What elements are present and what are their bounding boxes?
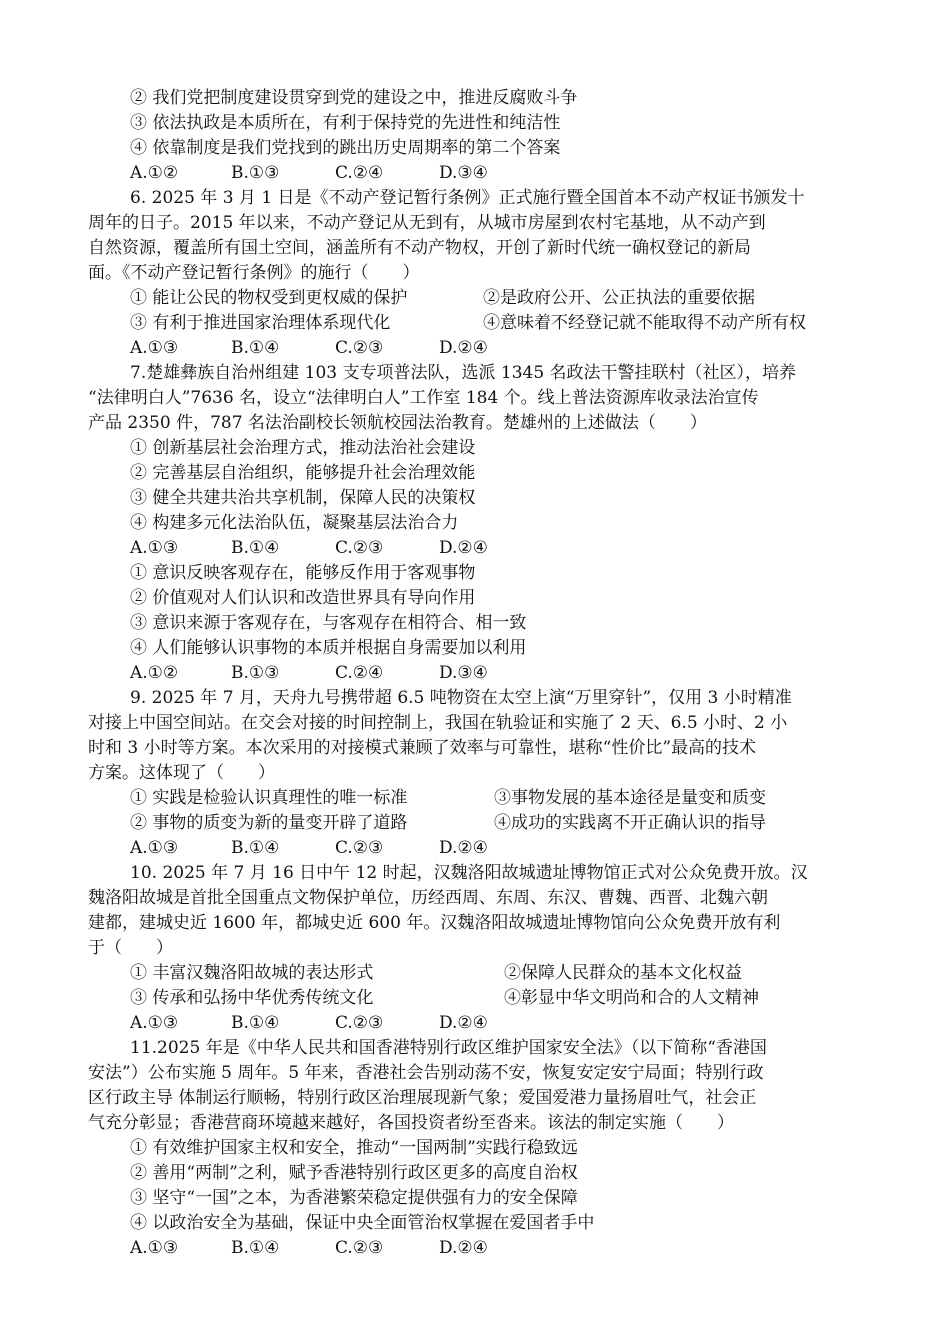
q10-item-4: ④彰显中华文明尚和合的人文精神 — [504, 988, 759, 1008]
q10-stem-line: 魏洛阳故城是首批全国重点文物保护单位，历经西周、东周、东汉、曹魏、西晋、北魏六朝 — [88, 888, 768, 908]
q7-stem-line: 产品 2350 件，787 名法治副校长领航校园法治教育。楚雄州的上述做法（ ） — [88, 413, 707, 433]
q10-items-row — [88, 961, 866, 986]
q9-stem-line: 9. 2025 年 7 月，天舟九号携带超 6.5 吨物资在太空上演“万里穿针”，仅用 3 小时精准 — [130, 688, 792, 708]
q11-options — [88, 1236, 866, 1261]
q6-items-row — [88, 286, 866, 311]
q9-stem-line: 对接上中国空间站。在交会对接的时间控制上，我国在轨验证和实施了 2 天、6.5 小时、2 小 — [88, 713, 788, 733]
q9-item-4: ④成功的实践离不开正确认识的指导 — [494, 813, 766, 833]
q9-option-c: C.②③ — [335, 838, 384, 858]
q7-option-b: B.①④ — [231, 538, 280, 558]
q7-options — [88, 536, 866, 561]
q8-option-a: A.①② — [130, 663, 179, 683]
q6-item-2: ②是政府公开、公正执法的重要依据 — [483, 288, 755, 308]
q9-options — [88, 836, 866, 861]
q7-stem-line: 7.楚雄彝族自治州组建 103 支专项普法队，选派 1345 名政法干警挂联村（社区），培养 — [130, 363, 797, 383]
q8-options — [88, 661, 866, 686]
q6-stem-line: 面。《不动产登记暂行条例》的施行（ ） — [88, 263, 420, 283]
q9-items-row — [88, 811, 866, 836]
q9-item-1: ① 实践是检验认识真理性的唯一标准 — [130, 788, 408, 808]
q9-option-d: D.②④ — [439, 838, 488, 858]
page-content — [88, 86, 866, 1261]
q8-item-4: ④ 人们能够认识事物的本质并根据自身需要加以利用 — [130, 638, 527, 658]
q11-stem-line: 11.2025 年是《中华人民共和国香港特别行政区维护国家安全法》（以下简称“香港国 — [130, 1038, 767, 1058]
q11-option-a: A.①③ — [130, 1238, 179, 1258]
q11-option-d: D.②④ — [439, 1238, 488, 1258]
q5-options — [88, 161, 866, 186]
q11-stem-line: 区行政主导 体制运行顺畅，特别行政区治理展现新气象；爱国爱港力量扬眉吐气，社会正 — [88, 1088, 757, 1108]
q10-stem-line: 建都，建城史近 1600 年，都城史近 600 年。汉魏洛阳故城遗址博物馆向公众免费开放有利 — [88, 913, 781, 933]
q7-item-2: ② 完善基层自治组织，能够提升社会治理效能 — [130, 463, 476, 483]
q6-item-1: ① 能让公民的物权受到更权威的保护 — [130, 288, 408, 308]
q10-item-2: ②保障人民群众的基本文化权益 — [504, 963, 742, 983]
q9-item-2: ② 事物的质变为新的量变开辟了道路 — [130, 813, 408, 833]
q6-option-a: A.①③ — [130, 338, 179, 358]
q10-options — [88, 1011, 866, 1036]
q7-item-4: ④ 构建多元化法治队伍，凝聚基层法治合力 — [130, 513, 459, 533]
q5-item-2: ② 我们党把制度建设贯穿到党的建设之中，推进反腐败斗争 — [130, 88, 578, 108]
q5-option-d: D.③④ — [439, 163, 488, 183]
q8-option-d: D.③④ — [439, 663, 488, 683]
q7-stem-line: “法律明白人”7636 名，设立“法律明白人”工作室 184 个。线上普法资源库收录法治宣传 — [88, 388, 759, 408]
q10-item-1: ① 丰富汉魏洛阳故城的表达形式 — [130, 963, 374, 983]
q9-stem-line: 时和 3 小时等方案。本次采用的对接模式兼顾了效率与可靠性，堪称“性价比”最高的技术 — [88, 738, 757, 758]
q5-option-a: A.①② — [130, 163, 179, 183]
q6-items-row — [88, 311, 866, 336]
q9-option-a: A.①③ — [130, 838, 179, 858]
q10-items-row — [88, 986, 866, 1011]
q9-item-3: ③事物发展的基本途径是量变和质变 — [494, 788, 766, 808]
q11-stem-line: 气充分彰显；香港营商环境越来越好，各国投资者纷至沓来。该法的制定实施（ ） — [88, 1113, 734, 1133]
q6-item-4: ④意味着不经登记就不能取得不动产所有权 — [483, 313, 806, 333]
q10-option-c: C.②③ — [335, 1013, 384, 1033]
q11-option-c: C.②③ — [335, 1238, 384, 1258]
q11-stem-line: 安法”）公布实施 5 周年。5 年来，香港社会告别动荡不安，恢复安定安宁局面；特别行政 — [88, 1063, 764, 1083]
q9-items-row — [88, 786, 866, 811]
q6-option-c: C.②③ — [335, 338, 384, 358]
q8-item-3: ③ 意识来源于客观存在，与客观存在相符合、相一致 — [130, 613, 527, 633]
q10-stem-line: 于（ ） — [88, 938, 173, 958]
q5-item-4: ④ 依靠制度是我们党找到的跳出历史周期率的第二个答案 — [130, 138, 561, 158]
q8-item-2: ② 价值观对人们认识和改造世界具有导向作用 — [130, 588, 476, 608]
q6-option-d: D.②④ — [439, 338, 488, 358]
q9-stem-line: 方案。这体现了（ ） — [88, 763, 275, 783]
q9-option-b: B.①④ — [231, 838, 280, 858]
q7-option-a: A.①③ — [130, 538, 179, 558]
q6-option-b: B.①④ — [231, 338, 280, 358]
q7-item-1: ① 创新基层社会治理方式，推动法治社会建设 — [130, 438, 476, 458]
q10-item-3: ③ 传承和弘扬中华优秀传统文化 — [130, 988, 374, 1008]
q10-option-b: B.①④ — [231, 1013, 280, 1033]
q6-options — [88, 336, 866, 361]
q8-item-1: ① 意识反映客观存在，能够反作用于客观事物 — [130, 563, 476, 583]
q10-option-a: A.①③ — [130, 1013, 179, 1033]
q7-option-d: D.②④ — [439, 538, 488, 558]
q5-item-3: ③ 依法执政是本质所在，有利于保持党的先进性和纯洁性 — [130, 113, 561, 133]
q11-option-b: B.①④ — [231, 1238, 280, 1258]
q6-stem-line: 自然资源，覆盖所有国土空间，涵盖所有不动产物权，开创了新时代统一确权登记的新局 — [88, 238, 751, 258]
q10-option-d: D.②④ — [439, 1013, 488, 1033]
q10-stem-line: 10. 2025 年 7 月 16 日中午 12 时起，汉魏洛阳故城遗址博物馆正式对公众免费开放。汉 — [130, 863, 808, 883]
q8-option-c: C.②④ — [335, 663, 384, 683]
q5-option-b: B.①③ — [231, 163, 280, 183]
q5-option-c: C.②④ — [335, 163, 384, 183]
q6-item-3: ③ 有利于推进国家治理体系现代化 — [130, 313, 391, 333]
q11-item-3: ③ 坚守“一国”之本，为香港繁荣稳定提供强有力的安全保障 — [130, 1188, 578, 1208]
q11-item-1: ① 有效维护国家主权和安全，推动“一国两制”实践行稳致远 — [130, 1138, 578, 1158]
q6-stem-line: 6. 2025 年 3 月 1 日是《不动产登记暂行条例》正式施行暨全国首本不动产权证书颁发十 — [130, 188, 805, 208]
q11-item-4: ④ 以政治安全为基础，保证中央全面管治权掌握在爱国者手中 — [130, 1213, 595, 1233]
q7-option-c: C.②③ — [335, 538, 384, 558]
q8-option-b: B.①③ — [231, 663, 280, 683]
q11-item-2: ② 善用“两制”之利，赋予香港特别行政区更多的高度自治权 — [130, 1163, 578, 1183]
q6-stem-line: 周年的日子。2015 年以来，不动产登记从无到有，从城市房屋到农村宅基地，从不动产到 — [88, 213, 766, 233]
q7-item-3: ③ 健全共建共治共享机制，保障人民的决策权 — [130, 488, 476, 508]
